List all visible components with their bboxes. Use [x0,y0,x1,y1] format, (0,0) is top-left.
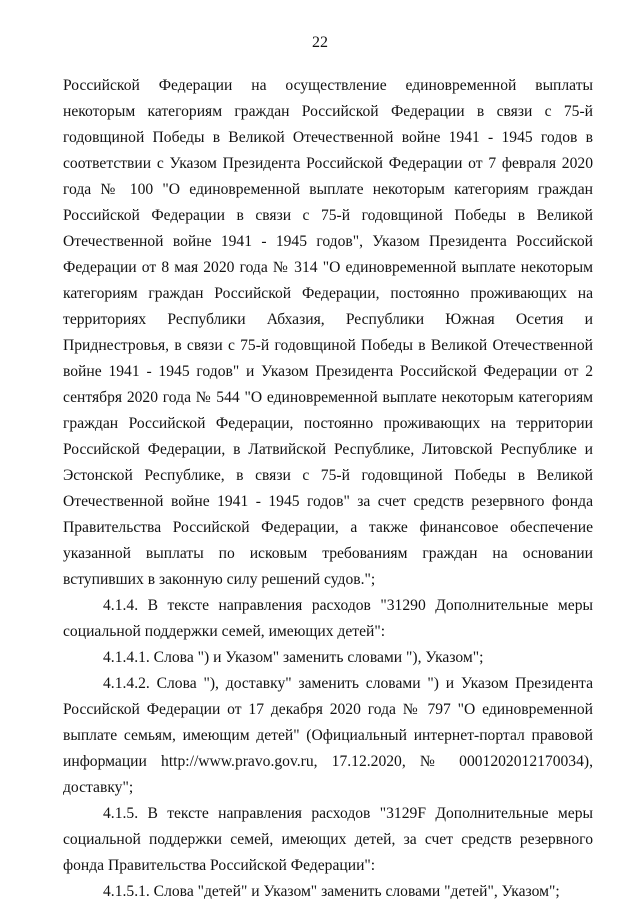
paragraph-4-1-4: 4.1.4. В тексте направления расходов "31290 Дополнительные меры социальной поддержки семей, имеющих детей": [63,597,593,640]
paragraph-4-1-5: 4.1.5. В тексте направления расходов "3129F Дополнительные меры социальной поддержки семей, имеющих детей, за счет средств резервного фонда Правительства Российской Федерации": [63,805,593,874]
page-number: 22 [312,34,328,51]
paragraph-continuation: Российской Федерации на осуществление единовременной выплаты некоторым категориям граждан Российской Федерации в связи с 75-й годовщиной Победы в Великой Отечественной войне 1941 - 1945 годов в соответствии с Указом Президента Российской Федерации от 7 февраля 2020 года № 100 "О единовременной выплате некоторым категориям граждан Российской Федерации в связи с 75-й годовщиной Победы в Великой Отечественной войне 1941 - 1945 годов", Указом Президента Российской Федерации от 8 мая 2020 года № 314 "О единовременной выплате некоторым категориям граждан Российской Федерации, постоянно проживающих на территориях Республики Абхазия, Республики Южная Осетия и Приднестровья, в связи с 75-й годовщиной Победы в Великой Отечественной войне 1941 - 1945 годов" и Указом Президента Российской Федерации от 2 сентября 2020 года № 544 "О единовременной выплате некоторым категориям граждан Российской Федерации, постоянно проживающих на территории Российской Федерации, в Латвийской Республике, Литовской Республике и Эстонской Республике, в связи с 75-й годовщиной Победы в Великой Отечественной войне 1941 - 1945 годов" за счет средств резервного фонда Правительства Российской Федерации, а также финансовое обеспечение указанной выплаты по исковым требованиям граждан на основании вступивших в законную силу решений судов."; [63,77,593,588]
paragraph-4-1-4-2: 4.1.4.2. Слова "), доставку" заменить словами ") и Указом Президента Российской Федерации от 17 декабря 2020 года № 797 "О единовременной выплате семьям, имеющим детей" (Официальный интернет-портал правовой информации http://www.pravo.gov.ru, 17.12.2020, № 0001202012170034), доставку"; [63,675,593,796]
paragraph-4-1-4-1: 4.1.4.1. Слова ") и Указом" заменить словами "), Указом"; [103,649,484,666]
document-body [63,73,593,905]
paragraph-4-1-5-1: 4.1.5.1. Слова "детей" и Указом" заменить словами "детей", Указом"; [103,883,560,900]
